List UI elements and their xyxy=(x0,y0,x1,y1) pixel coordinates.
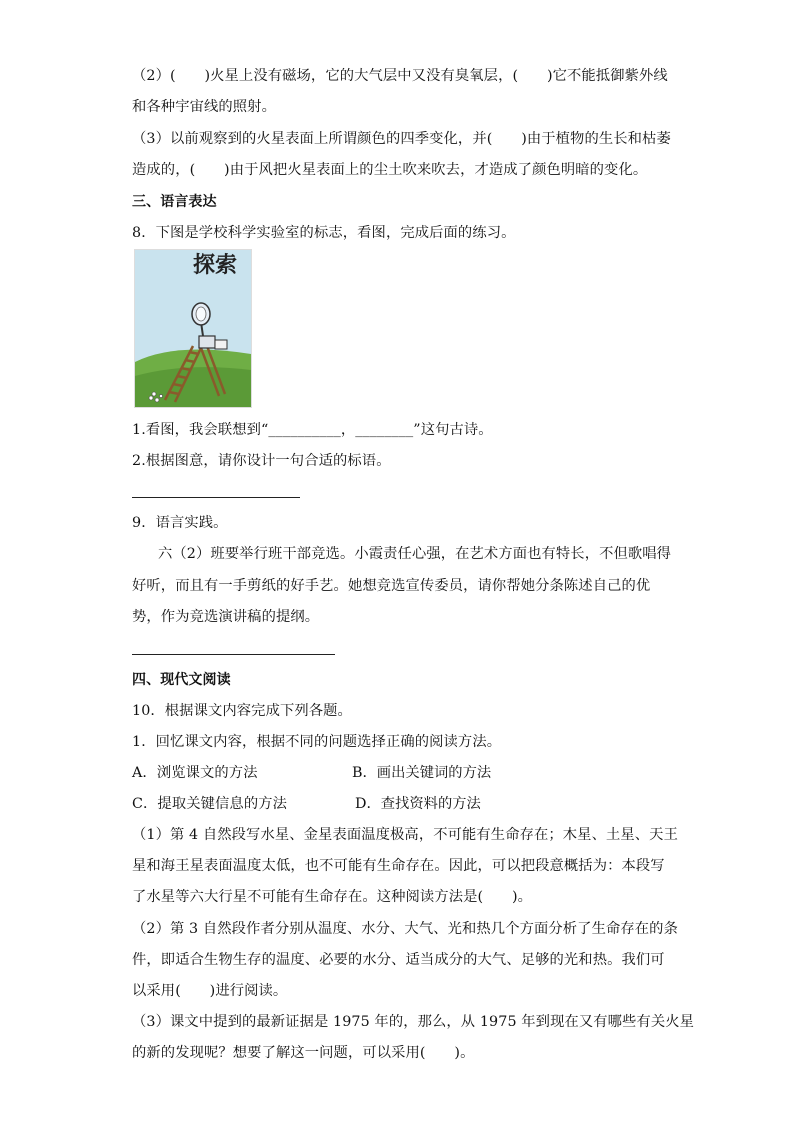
option-d: D．查找资料的方法 xyxy=(355,796,481,812)
q10-part1-line3: 了水星等六大行星不可能有生命存在。这种阅读方法是( )。 xyxy=(132,889,533,905)
section-heading-modern-reading: 四、现代文阅读 xyxy=(132,672,231,688)
q10-part1-line2: 星和海王星表面温度太低，也不可能有生命存在。因此，可以把段意概括为：本段写 xyxy=(132,858,665,874)
q7-part2-line1: （2）( )火星上没有磁场，它的大气层中又没有臭氧层，( )它不能抵御紫外线 xyxy=(132,68,668,84)
q8-sub2: 2.根据图意，请你设计一句合适的标语。 xyxy=(132,453,391,469)
option-c: C．提取关键信息的方法 xyxy=(132,796,288,812)
q10-part2-line1: （2）第 3 自然段作者分别从温度、水分、大气、光和热几个方面分析了生命存在的条 xyxy=(132,921,678,937)
q10-part2-line2: 件，即适合生物生存的温度、必要的水分、适当成分的大气、足够的光和热。我们可 xyxy=(132,952,665,968)
q7-part2-line2: 和各种宇宙线的照射。 xyxy=(132,99,276,115)
q10-part3-line1: （3）课文中提到的最新证据是 1975 年的，那么，从 1975 年到现在又有哪些有关火星 xyxy=(132,1014,695,1030)
option-b: B．画出关键词的方法 xyxy=(352,765,492,781)
q9-paragraph-line1: 六（2）班要举行班干部竞选。小霞责任心强，在艺术方面也有特长，不但歌唱得 xyxy=(158,546,672,562)
q10-part3-line2: 的新的发现呢？想要了解这一问题，可以采用( )。 xyxy=(132,1045,475,1061)
q9-paragraph-line3: 势，作为竞选演讲稿的提纲。 xyxy=(132,609,320,625)
answer-line-outline xyxy=(132,654,335,655)
lab-logo-image xyxy=(134,249,252,408)
answer-line-slogan xyxy=(132,497,300,498)
q7-part3-line1: （3）以前观察到的火星表面上所谓颜色的四季变化，并( )由于植物的生长和枯萎 xyxy=(132,131,671,147)
q7-part3-line2: 造成的，( )由于风把火星表面上的尘土吹来吹去，才造成了颜色明暗的变化。 xyxy=(132,162,648,178)
q9-prompt: 9．语言实践。 xyxy=(132,515,228,531)
q10-prompt: 10．根据课文内容完成下列各题。 xyxy=(132,703,352,719)
option-a: A．浏览课文的方法 xyxy=(132,765,258,781)
section-heading-language-expression: 三、语言表达 xyxy=(132,194,217,210)
figure-title-text: 探索 xyxy=(192,253,238,278)
q8-sub1: 1.看图，我会联想到“__________，________”这句古诗。 xyxy=(132,422,493,438)
q10-part1-line1: （1）第 4 自然段写水星、金星表面温度极高，不可能有生命存在；木星、土星、天王 xyxy=(132,827,678,843)
q8-prompt: 8．下图是学校科学实验室的标志，看图，完成后面的练习。 xyxy=(132,225,516,241)
q10-sub1-prompt: 1．回忆课文内容，根据不同的问题选择正确的阅读方法。 xyxy=(132,734,502,750)
q9-paragraph-line2: 好听，而且有一手剪纸的好手艺。她想竞选宣传委员，请你帮她分条陈述自己的优 xyxy=(132,578,651,594)
q10-part2-line3: 以采用( )进行阅读。 xyxy=(132,983,288,999)
